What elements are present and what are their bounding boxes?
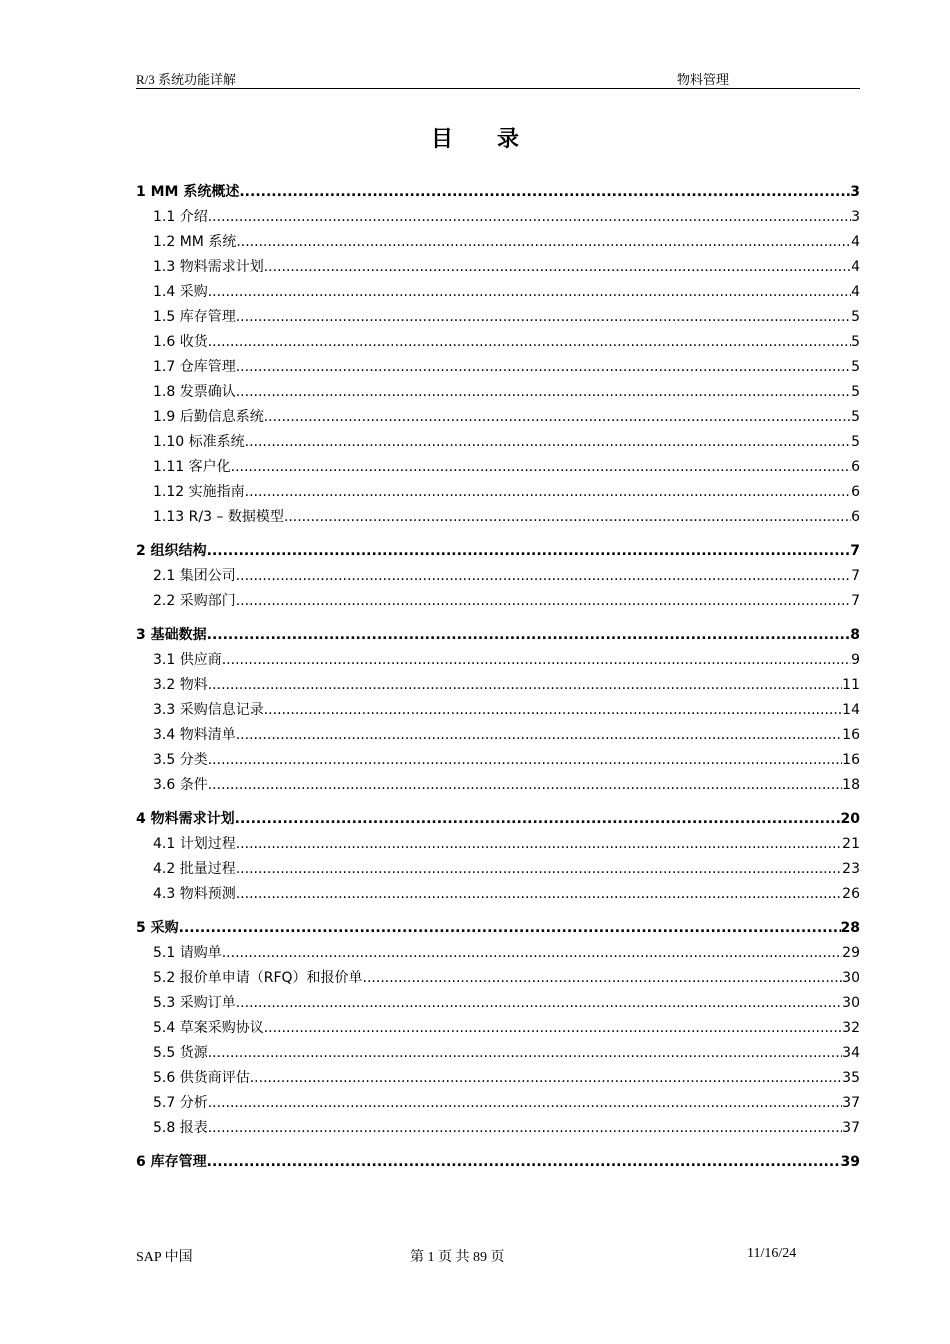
toc-section-entry[interactable] <box>136 882 860 907</box>
toc-leader-dots <box>236 305 851 330</box>
toc-entry-page: 30 <box>842 995 860 1011</box>
toc-leader-dots <box>245 480 851 505</box>
toc-leader-dots <box>236 380 851 405</box>
toc-section-entry[interactable] <box>136 941 860 966</box>
toc-leader-dots <box>231 455 851 480</box>
toc-entry-page: 6 <box>851 484 860 500</box>
page-title: 目录 <box>430 127 563 152</box>
toc-leader-dots <box>207 623 851 648</box>
toc-entry-label: 4.2 批量过程 <box>153 861 236 877</box>
toc-leader-dots <box>208 748 842 773</box>
toc-section-entry[interactable] <box>136 430 860 455</box>
toc-leader-dots <box>236 832 842 857</box>
toc-entry-page: 11 <box>842 677 860 693</box>
toc-entry-page: 18 <box>842 777 860 793</box>
toc-leader-dots <box>239 180 850 205</box>
toc-entry-label: 5.5 货源 <box>153 1045 208 1061</box>
toc-section-entry[interactable] <box>136 1116 860 1141</box>
toc-entry-label: 1.11 客户化 <box>153 459 231 475</box>
page-header <box>136 66 860 89</box>
toc-section-entry[interactable] <box>136 205 860 230</box>
toc-leader-dots <box>236 355 851 380</box>
toc-section-entry[interactable] <box>136 723 860 748</box>
toc-leader-dots <box>236 230 851 255</box>
toc-leader-dots <box>264 698 842 723</box>
toc-entry-page: 6 <box>851 509 860 525</box>
toc-entry-page: 29 <box>842 945 860 961</box>
toc-entry-label: 3.2 物料 <box>153 677 208 693</box>
toc-leader-dots <box>208 205 851 230</box>
header-section-title: 物料管理 <box>677 72 730 87</box>
toc-entry-label: 3.4 物料清单 <box>153 727 236 743</box>
toc-section-entry[interactable] <box>136 991 860 1016</box>
toc-entry-page: 3 <box>851 209 860 225</box>
toc-entry-label: 1.3 物料需求计划 <box>153 259 264 275</box>
toc-section-entry[interactable] <box>136 455 860 480</box>
toc-section-entry[interactable] <box>136 480 860 505</box>
toc-entry-page: 5 <box>851 409 860 425</box>
toc-entry-page: 4 <box>851 284 860 300</box>
footer-page-number: 第 1 页 共 89 页 <box>410 1250 505 1265</box>
toc-section-entry[interactable] <box>136 857 860 882</box>
toc-chapter-entry[interactable] <box>136 623 860 648</box>
toc-section-entry[interactable] <box>136 230 860 255</box>
toc-entry-page: 7 <box>851 593 860 609</box>
toc-leader-dots <box>208 773 842 798</box>
toc-section-entry[interactable] <box>136 564 860 589</box>
footer-date: 11/16/24 <box>747 1246 797 1261</box>
toc-entry-page: 34 <box>842 1045 860 1061</box>
toc-section-entry[interactable] <box>136 673 860 698</box>
toc-section-entry[interactable] <box>136 589 860 614</box>
toc-entry-label: 1.5 库存管理 <box>153 309 236 325</box>
toc-entry-page: 5 <box>851 359 860 375</box>
toc-section-entry[interactable] <box>136 255 860 280</box>
toc-entry-page: 4 <box>851 234 860 250</box>
toc-entry-page: 5 <box>851 309 860 325</box>
toc-leader-dots <box>264 1016 842 1041</box>
toc-section-entry[interactable] <box>136 405 860 430</box>
toc-section-entry[interactable] <box>136 305 860 330</box>
toc-leader-dots <box>236 857 842 882</box>
toc-leader-dots <box>222 941 842 966</box>
toc-entry-page: 37 <box>842 1120 860 1136</box>
toc-entry-page: 16 <box>842 727 860 743</box>
toc-section-entry[interactable] <box>136 966 860 991</box>
toc-entry-label: 1.1 介绍 <box>153 209 208 225</box>
toc-entry-page: 28 <box>840 920 860 936</box>
toc-entry-page: 3 <box>850 184 860 200</box>
header-doc-title: R/3 系统功能详解 <box>136 72 237 87</box>
toc-entry-page: 37 <box>842 1095 860 1111</box>
toc-entry-page: 26 <box>842 886 860 902</box>
toc-entry-label: 5.3 采购订单 <box>153 995 236 1011</box>
toc-leader-dots <box>208 280 851 305</box>
toc-leader-dots <box>236 589 851 614</box>
toc-entry-label: 1.4 采购 <box>153 284 208 300</box>
toc-entry-label: 3.3 采购信息记录 <box>153 702 264 718</box>
toc-leader-dots <box>236 723 842 748</box>
toc-entry-page: 7 <box>850 543 860 559</box>
toc-entry-label: 5.4 草案采购协议 <box>153 1020 264 1036</box>
toc-leader-dots <box>284 505 851 530</box>
toc-entry-label: 5 采购 <box>136 920 179 936</box>
toc-section-entry[interactable] <box>136 330 860 355</box>
toc-leader-dots <box>236 991 842 1016</box>
toc-leader-dots <box>208 1041 842 1066</box>
toc-entry-label: 5.8 报表 <box>153 1120 208 1136</box>
toc-leader-dots <box>236 564 851 589</box>
toc-entry-label: 1.2 MM 系统 <box>153 234 237 250</box>
toc-leader-dots <box>207 1150 841 1175</box>
toc-entry-page: 5 <box>851 434 860 450</box>
toc-section-entry[interactable] <box>136 1091 860 1116</box>
toc-entry-page: 20 <box>840 811 860 827</box>
toc-entry-page: 16 <box>842 752 860 768</box>
toc-entry-label: 4 物料需求计划 <box>136 811 235 827</box>
toc-leader-dots <box>264 255 851 280</box>
toc-entry-page: 7 <box>851 568 860 584</box>
toc-entry-page: 5 <box>851 334 860 350</box>
toc-leader-dots <box>235 807 841 832</box>
toc-section-entry[interactable] <box>136 648 860 673</box>
toc-section-entry[interactable] <box>136 355 860 380</box>
toc-section-entry[interactable] <box>136 380 860 405</box>
toc-section-entry[interactable] <box>136 698 860 723</box>
toc-entry-page: 6 <box>851 459 860 475</box>
toc-chapter-entry[interactable] <box>136 180 860 205</box>
toc-entry-label: 3.6 条件 <box>153 777 208 793</box>
toc-section-entry[interactable] <box>136 748 860 773</box>
toc-chapter-entry[interactable] <box>136 1150 860 1175</box>
toc-entry-label: 2 组织结构 <box>136 543 207 559</box>
toc-leader-dots <box>264 405 851 430</box>
toc-section-entry[interactable] <box>136 1016 860 1041</box>
toc-entry-label: 5.2 报价单申请（RFQ）和报价单 <box>153 970 363 986</box>
toc-entry-page: 14 <box>842 702 860 718</box>
toc-leader-dots <box>236 882 842 907</box>
toc-entry-label: 1 MM 系统概述 <box>136 184 240 200</box>
toc-entry-label: 6 库存管理 <box>136 1154 207 1170</box>
toc-leader-dots <box>207 539 851 564</box>
footer-company: SAP 中国 <box>136 1250 193 1265</box>
toc-entry-label: 3.1 供应商 <box>153 652 222 668</box>
toc-leader-dots <box>245 430 851 455</box>
toc-leader-dots <box>179 916 841 941</box>
toc-entry-label: 1.13 R/3 – 数据模型 <box>153 509 284 525</box>
toc-section-entry[interactable] <box>136 505 860 530</box>
toc-entry-label: 1.12 实施指南 <box>153 484 245 500</box>
toc-section-entry[interactable] <box>136 280 860 305</box>
toc-entry-label: 2.1 集团公司 <box>153 568 236 584</box>
toc-entry-label: 1.9 后勤信息系统 <box>153 409 264 425</box>
toc-entry-label: 1.8 发票确认 <box>153 384 236 400</box>
toc-entry-page: 35 <box>842 1070 860 1086</box>
toc-entry-label: 3 基础数据 <box>136 627 207 643</box>
toc-entry-page: 21 <box>842 836 860 852</box>
toc-entry-label: 1.10 标准系统 <box>153 434 245 450</box>
toc-entry-page: 30 <box>842 970 860 986</box>
toc-entry-page: 5 <box>851 384 860 400</box>
toc-entry-page: 39 <box>840 1154 860 1170</box>
toc-entry-label: 4.3 物料预测 <box>153 886 236 902</box>
toc-leader-dots <box>208 1116 842 1141</box>
toc-chapter-entry[interactable] <box>136 539 860 564</box>
toc-section-entry[interactable] <box>136 1041 860 1066</box>
toc-leader-dots <box>222 648 851 673</box>
toc-entry-label: 5.6 供货商评估 <box>153 1070 250 1086</box>
toc-leader-dots <box>363 966 843 991</box>
toc-entry-label: 4.1 计划过程 <box>153 836 236 852</box>
toc-entry-page: 32 <box>842 1020 860 1036</box>
toc-entry-label: 2.2 采购部门 <box>153 593 236 609</box>
toc-section-entry[interactable] <box>136 832 860 857</box>
toc-entry-label: 5.7 分析 <box>153 1095 208 1111</box>
toc-leader-dots <box>208 1091 842 1116</box>
toc-entry-label: 1.6 收货 <box>153 334 208 350</box>
toc-entry-label: 1.7 仓库管理 <box>153 359 236 375</box>
table-of-contents <box>136 180 860 1175</box>
toc-section-entry[interactable] <box>136 1066 860 1091</box>
toc-leader-dots <box>208 330 851 355</box>
toc-entry-page: 8 <box>850 627 860 643</box>
toc-entry-page: 9 <box>851 652 860 668</box>
toc-entry-page: 4 <box>851 259 860 275</box>
toc-section-entry[interactable] <box>136 773 860 798</box>
toc-leader-dots <box>250 1066 842 1091</box>
toc-entry-label: 5.1 请购单 <box>153 945 222 961</box>
toc-chapter-entry[interactable] <box>136 916 860 941</box>
toc-entry-label: 3.5 分类 <box>153 752 208 768</box>
toc-leader-dots <box>208 673 842 698</box>
toc-entry-page: 23 <box>842 861 860 877</box>
toc-chapter-entry[interactable] <box>136 807 860 832</box>
